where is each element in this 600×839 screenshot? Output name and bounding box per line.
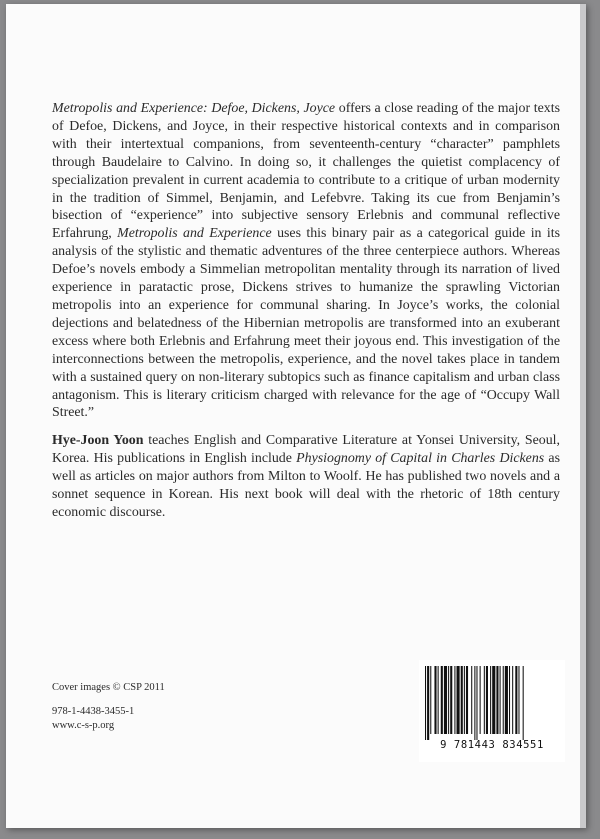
blurb-paragraph (52, 100, 560, 422)
isbn-text: 978-1-4438-3455-1 (52, 706, 135, 717)
blurb-text-part-1: offers a close reading of the major texts of Defoe, Dickens, and Joyce, in their respective historical contexts and in comparison with their intertextual companions, from seventeenth-century “character” pamphlets through Baudelaire to Calvino. In doing so, it challenges the quietist complacency of specialization prevalent in current academia to contribute to a critique of urban modernity in the tradition of Simmel, Benjamin, and Lefebvre. Taking its cue from Benjamin’s bisection of “experience” into subjective sensory Erlebnis and communal reflective Erfahrung, (52, 101, 560, 242)
previous-book-title: Physiognomy of Capital in Charles Dickens (296, 450, 545, 466)
cover-images-credit: Cover images © CSP 2011 (52, 682, 165, 693)
barcode-bar (441, 666, 443, 734)
barcode-bar (484, 666, 485, 734)
barcode-bar (466, 666, 468, 734)
barcode-bar (444, 666, 447, 734)
book-title-short-italic: Metropolis and Experience (117, 226, 272, 242)
barcode-bar (430, 666, 431, 734)
barcode-bar (490, 666, 491, 734)
barcode-bar (425, 666, 426, 740)
barcode-bar (500, 666, 501, 734)
barcode-bar (496, 666, 498, 734)
author-name: Hye-Joon Yoon (52, 433, 144, 448)
barcode-bar (515, 666, 517, 734)
barcode-bar (512, 666, 513, 734)
barcode-bar (450, 666, 452, 734)
bio-text-part-1: teaches English and Comparative Literature at Yonsei University, Seoul, Korea. His publications in English include (52, 433, 560, 466)
barcode-bar (457, 666, 460, 734)
barcode-bar (509, 666, 510, 734)
barcode-bar (518, 666, 519, 734)
barcode-bar (454, 666, 455, 734)
barcode-bar (486, 666, 488, 734)
barcode-bar (523, 666, 524, 740)
back-cover (6, 4, 586, 828)
barcode-bar (427, 666, 429, 740)
barcode-bar (492, 666, 495, 734)
barcode-bar (434, 666, 436, 734)
author-bio-paragraph (52, 432, 560, 522)
barcode-bar (461, 666, 463, 734)
barcode-bar (476, 666, 477, 740)
bio-text-part-2: as well as articles on major authors from Milton to Woolf. He has published two novels and a sonnet sequence in Korean. His next book will deal with the rhetoric of 18th century economic discourse. (52, 450, 560, 520)
publisher-website: www.c-s-p.org (52, 720, 115, 731)
barcode-bar (438, 666, 439, 734)
barcode-bar (474, 666, 475, 740)
blurb-text-part-2: uses this binary pair as a categorical guide in its analysis of the stylistic and thematic adventures of the three centerpiece authors. Whereas Defoe’s novels embody a Simmelian metropolitan mentality through its narration of lived experience in paratactic prose, Dickens strives to humanize the sprawling Victorian metropolis into an experience for communal sharing. In Joyce’s works, the colonial dejections and belatedness of the Hibernian metropolis are transformed into an exuberant excess where both Erlebnis and Erfahrung meet their joyous end. This investigation of the interconnections between the metropolis, experience, and the novel takes place in tandem with a sustained query on non-literary subtopics such as finance capitalism and urban class antagonism. This is literary criticism charged with relevance for the age of “Occupy Wall Street.” (52, 226, 560, 421)
barcode-bar (448, 666, 449, 734)
book-title-italic: Metropolis and Experience: Defoe, Dickens, Joyce (52, 101, 336, 116)
barcode-digits: 9 781443 834551 (440, 739, 544, 751)
publisher-credits (52, 681, 165, 733)
barcode-bar (464, 666, 465, 734)
isbn-barcode (419, 660, 565, 762)
barcode-bar (480, 666, 481, 734)
barcode-bar (505, 666, 508, 734)
barcode-bar (503, 666, 504, 734)
barcode-bar (471, 666, 472, 734)
barcode-bars-icon (419, 660, 565, 740)
